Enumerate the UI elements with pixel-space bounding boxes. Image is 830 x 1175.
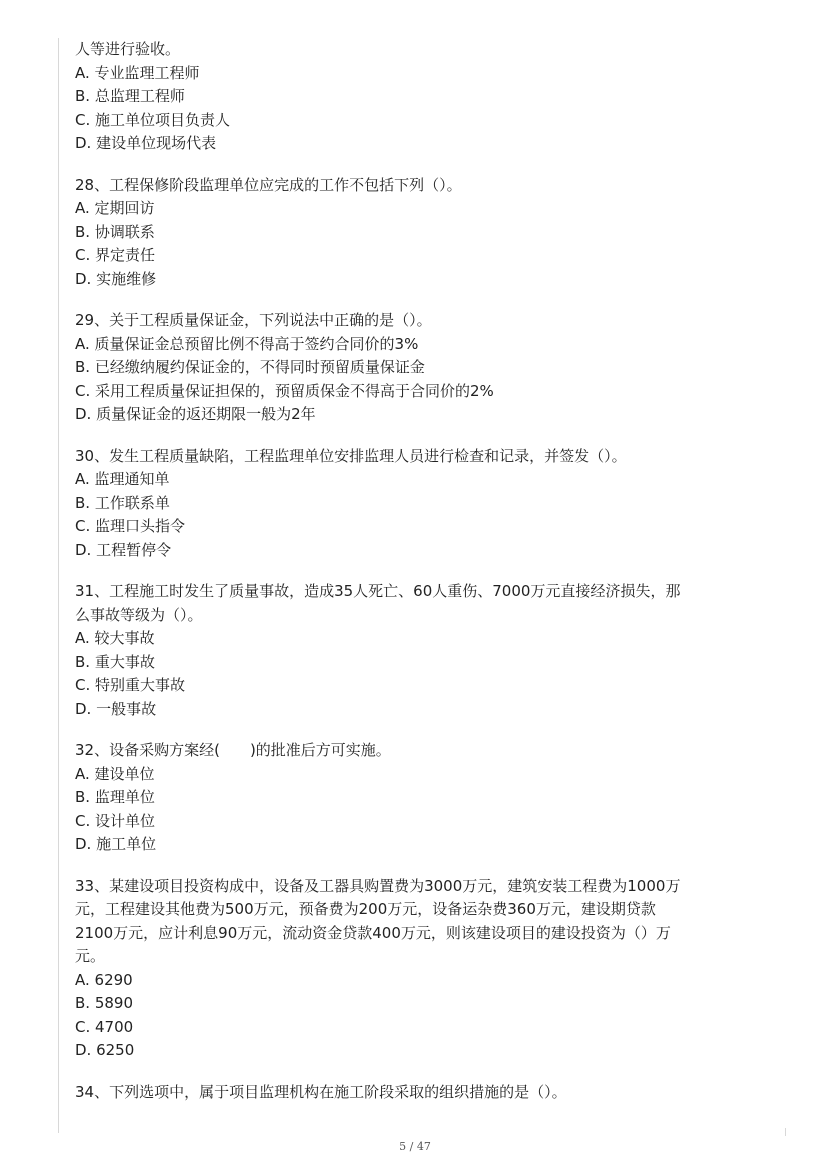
option-d: D. 施工单位 [75,835,157,853]
page-border [58,38,59,1133]
option-c: C. 施工单位项目负责人 [75,110,231,129]
option-d: D. 6250 [75,1041,135,1059]
option-d: D. 一般事故 [75,699,157,718]
option-a: A. 6290 [75,970,133,989]
question-33 [75,875,765,1063]
page-border-corner [785,1128,786,1136]
document-body [75,38,765,1104]
question-28 [75,174,765,292]
question-32 [75,739,765,857]
option-a: A. 较大事故 [75,629,155,647]
question-stem-line: 33、某建设项目投资构成中，设备及工器具购置费为3000万元，建筑安装工程费为1000万 [75,876,681,895]
question-stem-line: 么事故等级为（）。 [75,605,203,624]
question-stem: 人等进行验收。 [75,40,181,58]
option-b: B. 5890 [75,994,134,1012]
option-c: C. 采用工程质量保证担保的，预留质保金不得高于合同价的2% [75,381,494,400]
option-b: B. 监理单位 [75,788,155,806]
question-27-tail [75,38,765,156]
question-stem-line: 31、工程施工时发生了质量事故，造成35人死亡、60人重伤、7000万元直接经济损失，那 [75,582,681,600]
option-d: D. 工程暂停令 [75,540,172,559]
option-c: C. 界定责任 [75,246,156,264]
option-c: C. 设计单位 [75,811,156,830]
question-29 [75,309,765,427]
option-b: B. 协调联系 [75,222,155,241]
option-a: A. 建设单位 [75,764,155,783]
option-c: C. 特别重大事故 [75,676,186,694]
option-b: B. 工作联系单 [75,493,170,512]
option-a: A. 监理通知单 [75,470,170,488]
option-a: A. 定期回访 [75,199,155,217]
option-c: C. 监理口头指令 [75,517,186,535]
question-stem: 32、设备采购方案经( )的批准后方可实施。 [75,741,391,759]
option-c: C. 4700 [75,1017,134,1036]
question-34 [75,1081,765,1105]
option-d: D. 质量保证金的返还期限一般为2年 [75,405,316,423]
option-d: D. 建设单位现场代表 [75,134,217,152]
option-d: D. 实施维修 [75,269,157,288]
page-number: 5 / 47 [399,1140,431,1153]
option-a: A. 质量保证金总预留比例不得高于签约合同价的3% [75,334,419,353]
option-b: B. 总监理工程师 [75,87,185,105]
option-b: B. 重大事故 [75,652,155,671]
question-stem-line: 元，工程建设其他费为500万元，预备费为200万元，设备运杂费360万元，建设期贷款 [75,900,656,918]
option-a: A. 专业监理工程师 [75,63,200,82]
question-stem: 30、发生工程质量缺陷，工程监理单位安排监理人员进行检查和记录，并签发（）。 [75,446,627,465]
question-stem-line: 2100万元，应计利息90万元，流动资金贷款400万元，则该建设项目的建设投资为（）万 [75,923,671,942]
question-30 [75,445,765,563]
question-31 [75,580,765,721]
question-stem-line: 元。 [75,947,106,965]
question-stem: 29、关于工程质量保证金，下列说法中正确的是（）。 [75,311,432,329]
question-stem: 28、工程保修阶段监理单位应完成的工作不包括下列（）。 [75,175,462,194]
question-stem: 34、下列选项中，属于项目监理机构在施工阶段采取的组织措施的是（）。 [75,1082,567,1101]
option-b: B. 已经缴纳履约保证金的，不得同时预留质量保证金 [75,358,425,376]
